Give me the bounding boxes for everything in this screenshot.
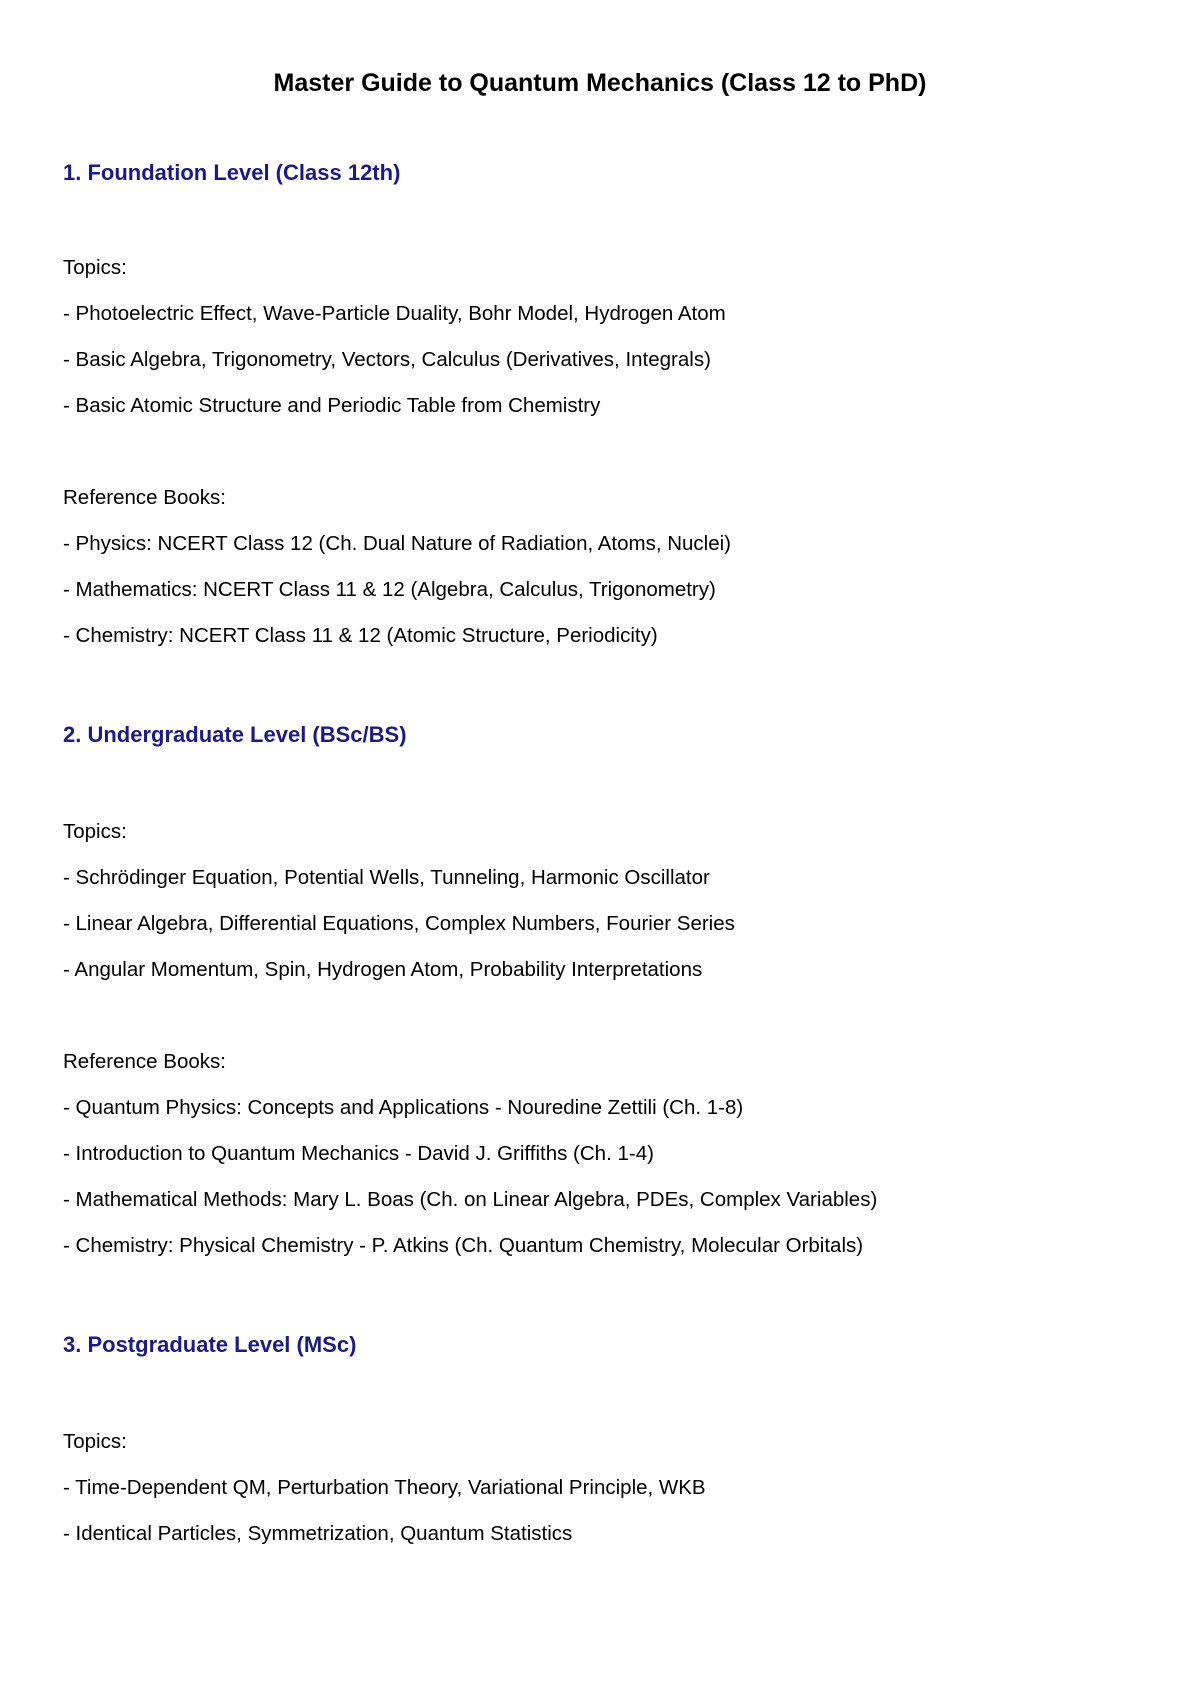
book-item: - Chemistry: Physical Chemistry - P. Atkins (Ch. Quantum Chemistry, Molecular Orbitals) [63,1234,864,1257]
reference-books-label: Reference Books: [63,1050,226,1073]
topics-label: Topics: [63,1430,127,1453]
section-heading-foundation: 1. Foundation Level (Class 12th) [63,160,401,185]
book-item: - Mathematics: NCERT Class 11 & 12 (Algebra, Calculus, Trigonometry) [63,578,716,601]
topic-item: - Schrödinger Equation, Potential Wells, Tunneling, Harmonic Oscillator [63,866,710,889]
topic-item: - Basic Algebra, Trigonometry, Vectors, Calculus (Derivatives, Integrals) [63,348,711,371]
section-heading-postgraduate: 3. Postgraduate Level (MSc) [63,1332,357,1357]
book-item: - Physics: NCERT Class 12 (Ch. Dual Nature of Radiation, Atoms, Nuclei) [63,532,732,555]
book-item: - Chemistry: NCERT Class 11 & 12 (Atomic Structure, Periodicity) [63,624,658,647]
topic-item: - Time-Dependent QM, Perturbation Theory, Variational Principle, WKB [63,1476,706,1499]
reference-books-label: Reference Books: [63,486,226,509]
topic-item: - Angular Momentum, Spin, Hydrogen Atom, Probability Interpretations [63,958,703,981]
section-heading-undergraduate: 2. Undergraduate Level (BSc/BS) [63,722,407,747]
topic-item: - Identical Particles, Symmetrization, Quantum Statistics [63,1522,573,1545]
topics-label: Topics: [63,256,127,279]
topic-item: - Basic Atomic Structure and Periodic Table from Chemistry [63,394,601,417]
topic-item: - Linear Algebra, Differential Equations, Complex Numbers, Fourier Series [63,912,735,935]
topic-item: - Photoelectric Effect, Wave-Particle Duality, Bohr Model, Hydrogen Atom [63,302,726,325]
book-item: - Mathematical Methods: Mary L. Boas (Ch. on Linear Algebra, PDEs, Complex Variables) [63,1188,878,1211]
topics-label: Topics: [63,820,127,843]
book-item: - Introduction to Quantum Mechanics - David J. Griffiths (Ch. 1-4) [63,1142,654,1165]
document-title: Master Guide to Quantum Mechanics (Class 12 to PhD) [273,69,927,97]
book-item: - Quantum Physics: Concepts and Applications - Nouredine Zettili (Ch. 1-8) [63,1096,744,1119]
